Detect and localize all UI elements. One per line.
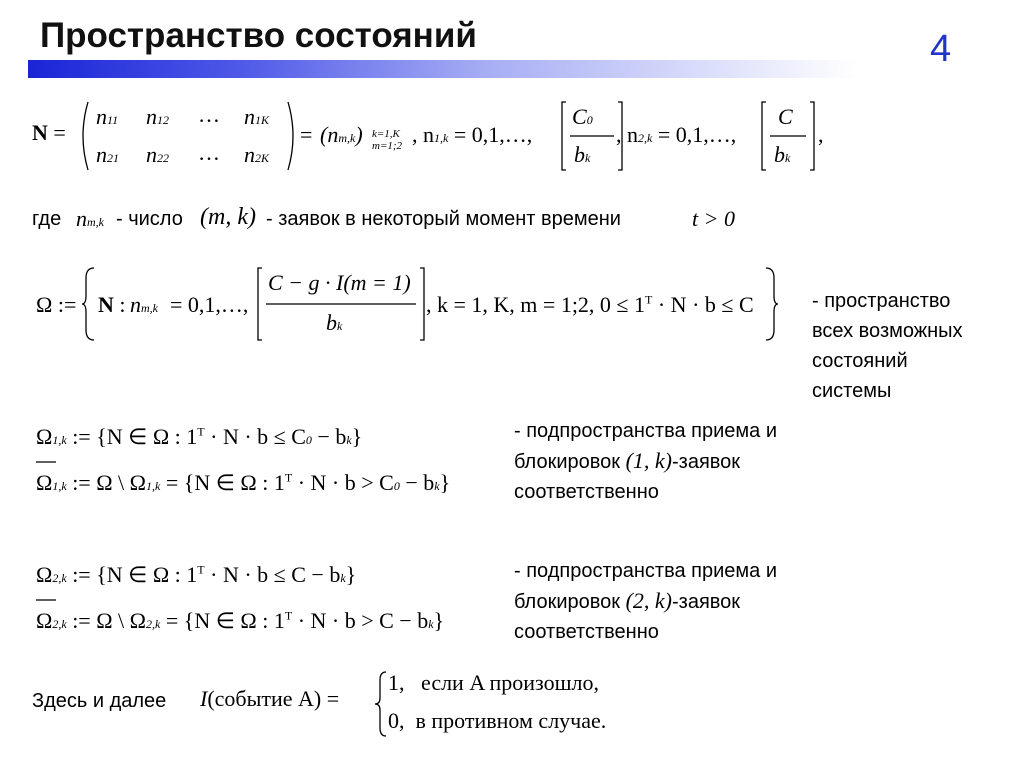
omega-conditions: , k = 1, K, m = 1;2, $0 \le 1^T \cdot N \cdot b \le C$ [426, 292, 754, 317]
omega2k-complement-bar [36, 598, 58, 602]
matrix-cell-n12: n12 [146, 104, 169, 129]
formula1-index-range: k=1,K m=1;2 [372, 128, 403, 152]
omega-def-lhs: Ω := [36, 292, 77, 317]
omega-range: = 0,1,…, [170, 292, 249, 317]
where-text2: - заявок в некоторый момент времени [266, 208, 621, 230]
indicator-case2: 0, в противном случае. [388, 708, 607, 733]
frac1-denominator: bk [574, 142, 591, 167]
omega2k-def: Ω2,k := {N ∈ Ω : $1^T \cdot N \cdot b \le C - bk$} [36, 562, 357, 587]
frac2-denominator: bk [774, 142, 791, 167]
omega1k-description: - подпространства приема и блокировок (1, k)-заявок соответственно [514, 420, 778, 503]
frac2-numerator: C [778, 104, 793, 129]
page-title: Пространство состояний [40, 16, 477, 55]
formula1-n2k: , n2,k = 0,1,…, [616, 122, 737, 147]
matrix-cell-n2k: n2K [244, 142, 270, 167]
where-nmk: nm,k [76, 206, 104, 231]
omega1k-complement-def: Ω1,k := Ω \ Ω1,k = {N ∈ Ω : $1^T \cdot N \cdot b > C0 - bk$} [36, 470, 451, 495]
matrix-dots-1: … [198, 102, 220, 127]
formula1-nmk: (nm,k) [320, 122, 363, 147]
where-prefix: где [32, 208, 62, 230]
where-condition: t > 0 [692, 206, 735, 231]
formula1-lhs: N = [32, 120, 66, 145]
omega1k-def: Ω1,k := {N ∈ Ω : $1^T \cdot N \cdot b \le C0 - bk$} [36, 424, 363, 449]
matrix-cell-n21: n21 [96, 142, 119, 167]
page-number: 4 [930, 28, 952, 70]
title-underline-bar [28, 60, 858, 78]
omega-frac-numerator: C − g · I(m = 1) [268, 270, 411, 295]
frac1-numerator: C0 [572, 104, 593, 129]
indicator-cases-brace [374, 670, 388, 738]
matrix-cell-n1k: n1K [244, 104, 270, 129]
where-text1: - число [116, 208, 183, 230]
matrix-dots-2: … [198, 140, 220, 165]
omega2k-description: - подпространства приема и блокировок (2, k)-заявок соответственно [514, 560, 778, 643]
omega1k-complement-bar [36, 460, 58, 464]
formula1-eq2: = [300, 122, 313, 147]
indicator-prefix: Здесь и далее [32, 690, 167, 712]
formula1-n1k: , n1,k = 0,1,…, [412, 122, 533, 147]
omega-description: - пространство всех возможных состояний системы [812, 290, 963, 402]
omega2k-complement-def: Ω2,k := Ω \ Ω2,k = {N ∈ Ω : $1^T \cdot N \cdot b > C - bk$} [36, 608, 445, 633]
omega-nmk: nm,k [130, 292, 158, 317]
indicator-lhs: I(событие A) = [200, 686, 340, 711]
omega-N: N : [98, 292, 126, 317]
matrix-cell-n11: n11 [96, 104, 119, 129]
omega-frac-denominator: bk [326, 310, 343, 335]
formula1-end: , [818, 122, 824, 147]
where-pair: (m, k) [200, 204, 256, 230]
indicator-case1: 1, если A произошло, [388, 670, 600, 695]
matrix-cell-n22: n22 [146, 142, 169, 167]
